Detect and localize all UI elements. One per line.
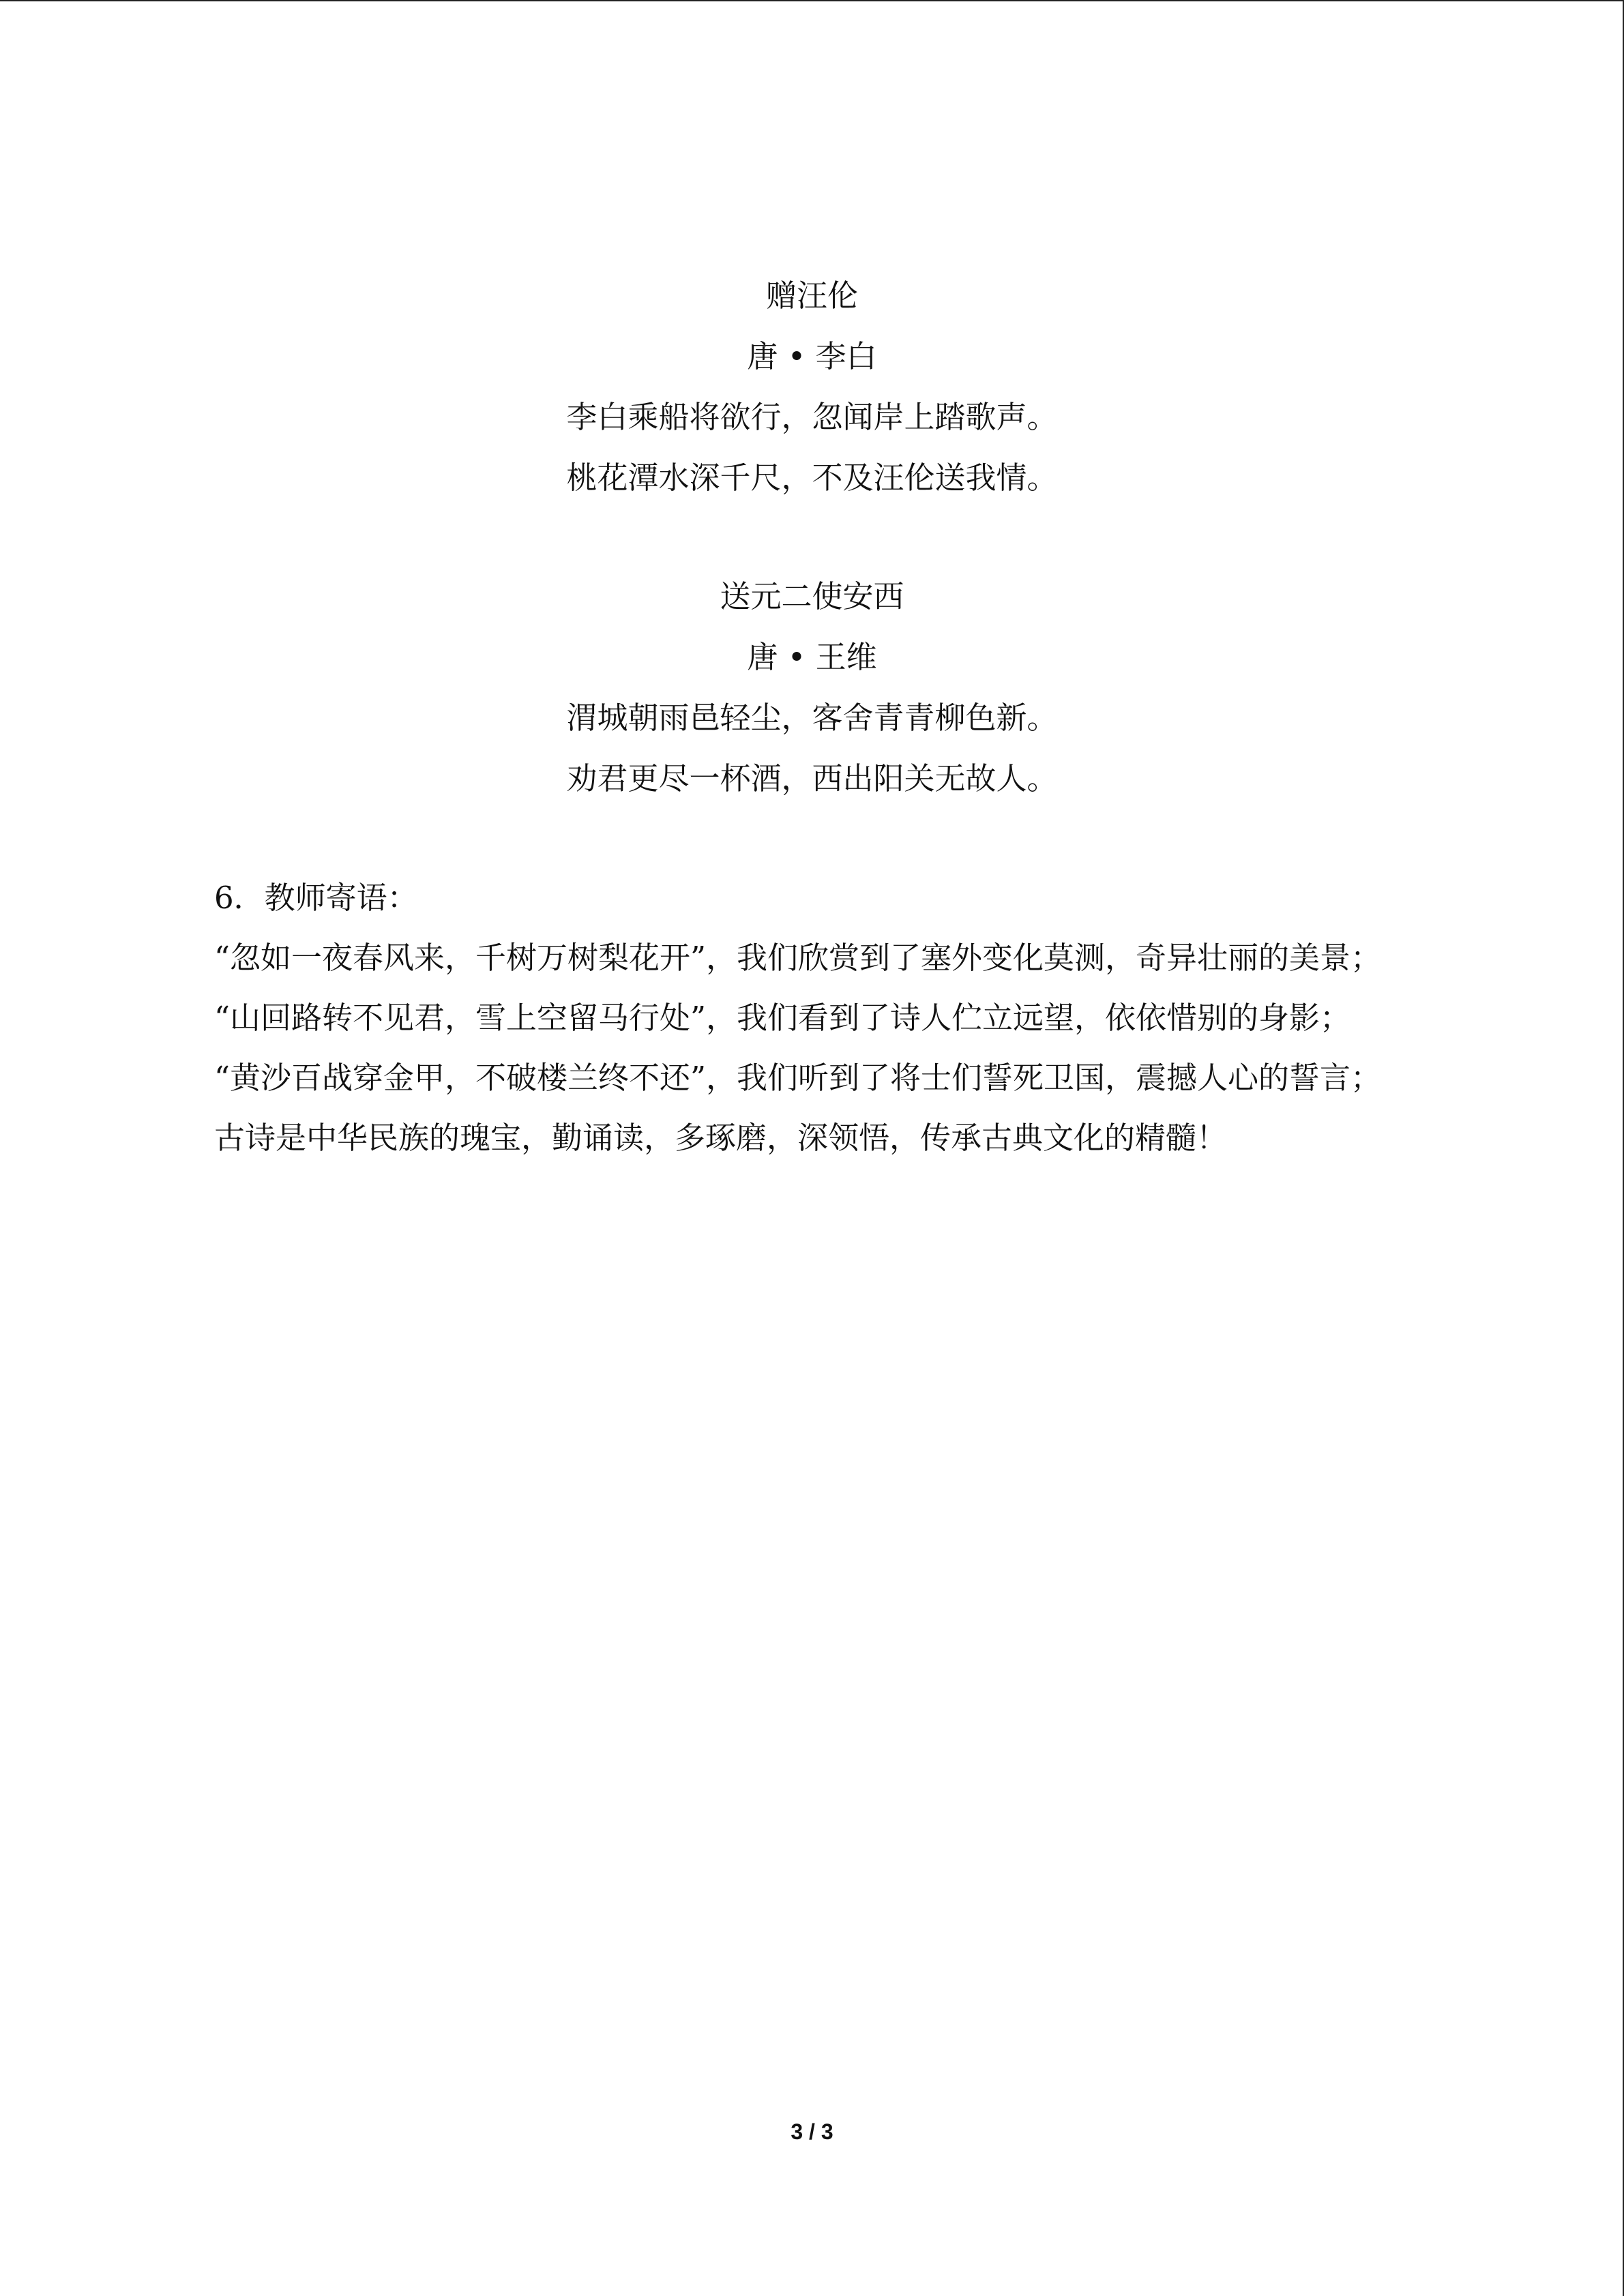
poem-1-author: 唐 • 李白 [747, 338, 877, 374]
poem-2-title: 送元二使安西 [720, 578, 904, 614]
page-number: 3 / 3 [791, 2119, 833, 2144]
section-heading: 6．教师寄语： [214, 880, 418, 916]
section-paragraph-1: “忽如一夜春风来，千树万树梨花开”，我们欣赏到了塞外变化莫测，奇异壮丽的美景； [214, 940, 1382, 976]
section-paragraph-3: “黄沙百战穿金甲，不破楼兰终不还”，我们听到了将士们誓死卫国，震撼人心的誓言； [214, 1060, 1382, 1096]
poem-2-author: 唐 • 王维 [747, 639, 877, 675]
section-paragraph-2: “山回路转不见君，雪上空留马行处”，我们看到了诗人伫立远望，依依惜别的身影； [214, 1000, 1351, 1036]
section-paragraph-4: 古诗是中华民族的瑰宝，勤诵读，多琢磨，深领悟，传承古典文化的精髓！ [214, 1120, 1228, 1156]
poem-2-line-2: 劝君更尽一杯酒，西出阳关无故人。 [566, 760, 1058, 796]
poem-1-line-1: 李白乘船将欲行，忽闻岸上踏歌声。 [566, 399, 1058, 435]
poem-1-title: 赠汪伦 [765, 278, 858, 314]
poem-1-line-2: 桃花潭水深千尺，不及汪伦送我情。 [566, 460, 1058, 496]
poem-2-line-1: 渭城朝雨邑轻尘，客舍青青柳色新。 [566, 700, 1058, 736]
